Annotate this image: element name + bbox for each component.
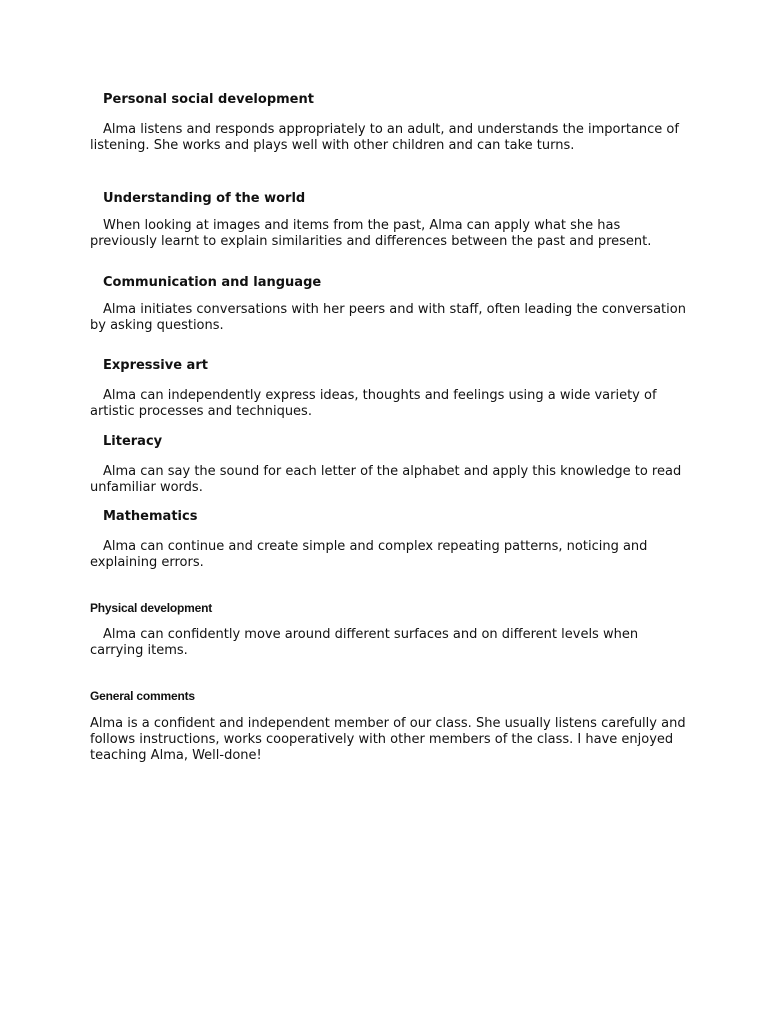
section-heading-understanding-of-the-world: Understanding of the world bbox=[103, 191, 306, 206]
section-heading-general-comments: General comments bbox=[90, 689, 195, 703]
section-heading-communication-and-language: Communication and language bbox=[103, 275, 322, 290]
section-heading-literacy: Literacy bbox=[103, 434, 163, 449]
section-heading-physical-development: Physical development bbox=[90, 601, 213, 615]
section-text-mathematics: Alma can continue and create simple and complex repeating patterns, noticing and explaining errors. bbox=[90, 539, 648, 570]
section-text-personal-social-development: Alma listens and responds appropriately to an adult, and understands the importance of listening. She works and plays well with other children and can take turns. bbox=[90, 122, 679, 153]
section-text-expressive-art: Alma can independently express ideas, thoughts and feelings using a wide variety of artistic processes and techniques. bbox=[90, 388, 657, 419]
section-heading-personal-social-development: Personal social development bbox=[103, 92, 314, 107]
section-text-understanding-of-the-world: When looking at images and items from the past, Alma can apply what she has previously learnt to explain similarities and differences between the past and present. bbox=[90, 218, 652, 249]
section-text-general-comments: Alma is a confident and independent member of our class. She usually listens carefully and follows instructions, works cooperatively with other members of the class. I have enjoyed teaching Alma, Well-done! bbox=[90, 716, 686, 763]
section-text-literacy: Alma can say the sound for each letter of the alphabet and apply this knowledge to read unfamiliar words. bbox=[90, 464, 682, 495]
section-text-communication-and-language: Alma initiates conversations with her peers and with staff, often leading the conversation by asking questions. bbox=[90, 302, 686, 333]
section-heading-expressive-art: Expressive art bbox=[103, 358, 208, 373]
section-heading-mathematics: Mathematics bbox=[103, 509, 198, 524]
section-text-physical-development: Alma can confidently move around different surfaces and on different levels when carrying items. bbox=[90, 627, 639, 658]
